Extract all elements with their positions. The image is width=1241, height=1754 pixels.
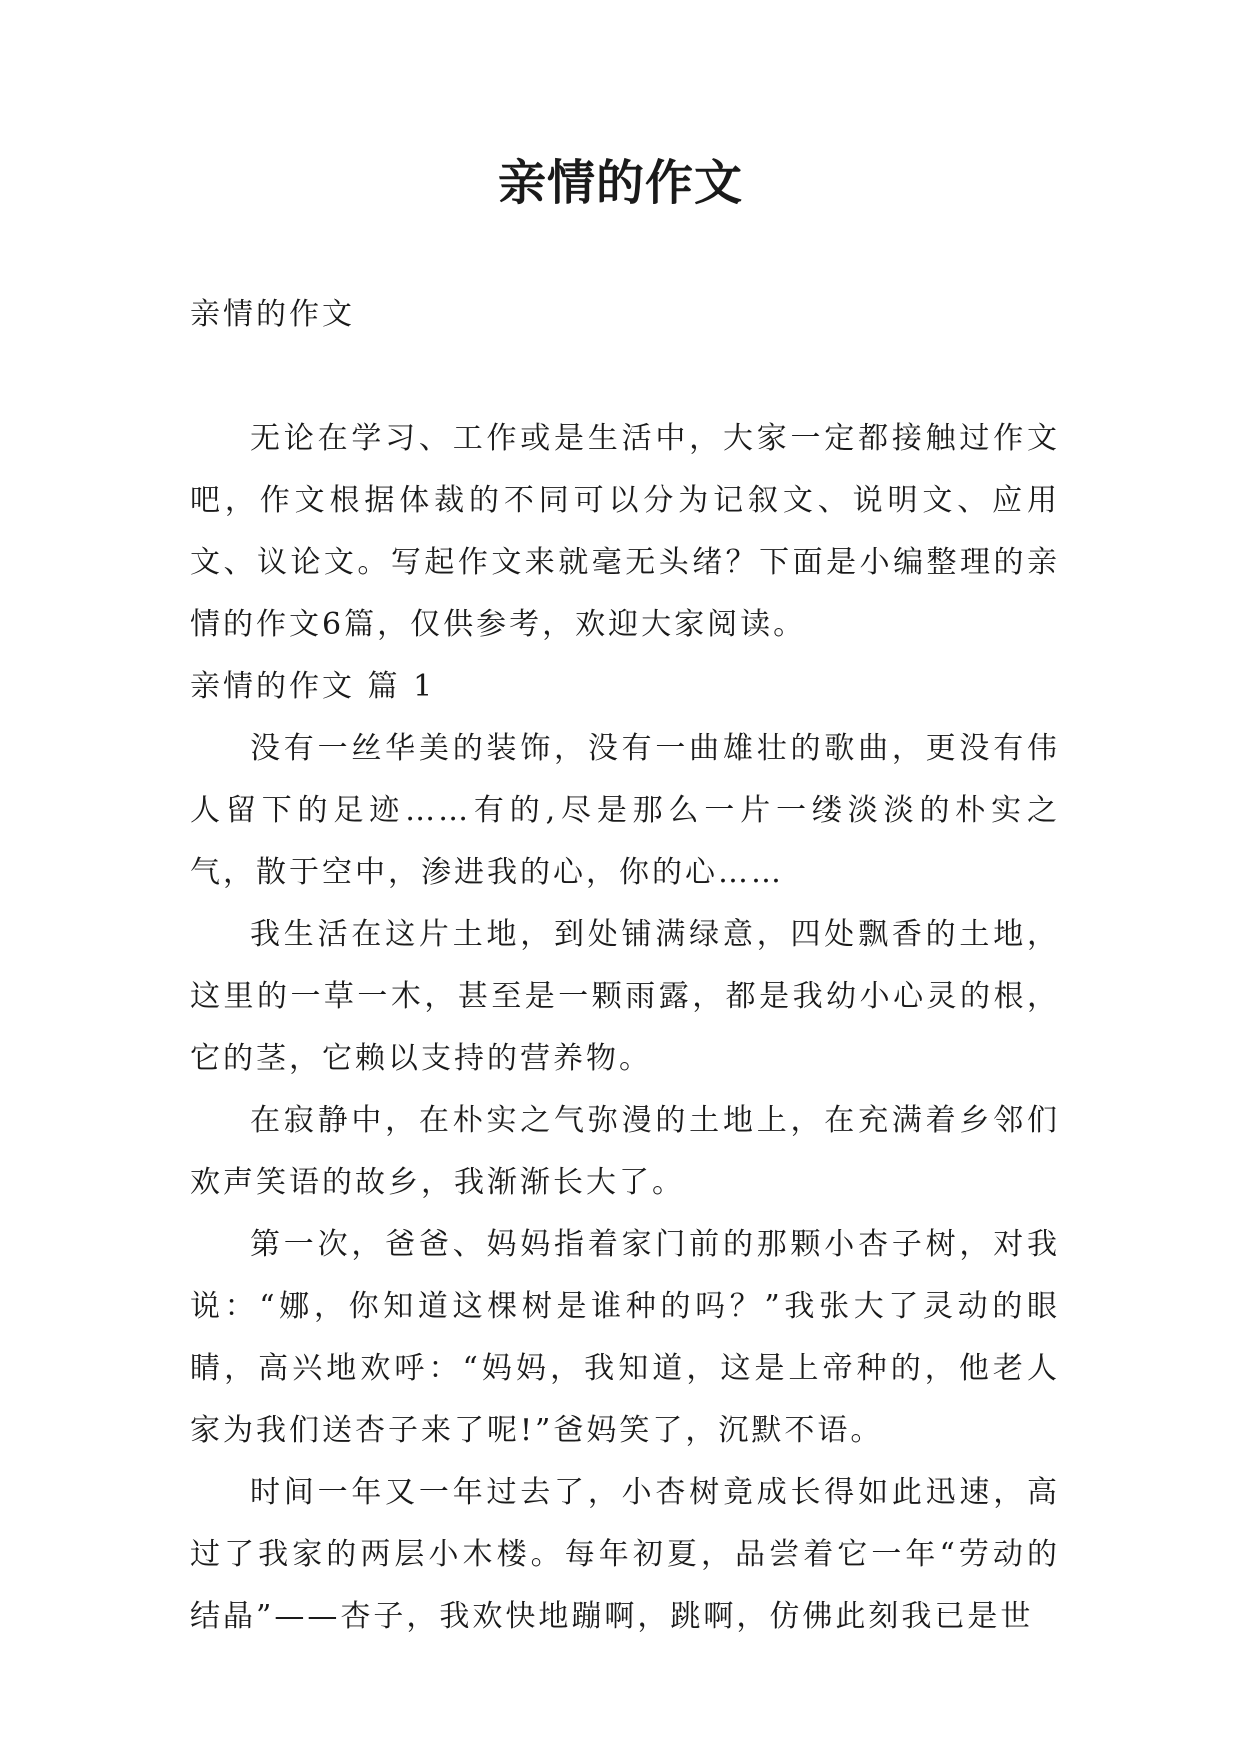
document-subtitle: 亲情的作文 xyxy=(190,297,355,332)
document-title: 亲情的作文 xyxy=(497,155,743,211)
body-paragraph-5: 时间一年又一年过去了，小杏树竟成长得如此迅速，高过了我家的两层小木楼。每年初夏，品尝着它一年“劳动的结晶”——杏子，我欢快地蹦啊，跳啊，仿佛此刻我已是世 xyxy=(190,1475,1060,1634)
body-paragraph-2: 我生活在这片土地，到处铺满绿意，四处飘香的土地，这里的一草一木，甚至是一颗雨露，都是我幼小心灵的根，它的茎，它赖以支持的营养物。 xyxy=(190,917,1060,1076)
section-heading: 亲情的作文 篇 1 xyxy=(190,669,436,704)
body-paragraph-3: 在寂静中，在朴实之气弥漫的土地上，在充满着乡邻们欢声笑语的故乡，我渐渐长大了。 xyxy=(190,1103,1060,1200)
intro-paragraph: 无论在学习、工作或是生活中，大家一定都接触过作文吧，作文根据体裁的不同可以分为记叙文、说明文、应用文、议论文。写起作文来就毫无头绪？下面是小编整理的亲情的作文6篇，仅供参考，欢迎大家阅读。 xyxy=(190,421,1060,642)
document-body xyxy=(190,284,1060,1648)
body-paragraph-4: 第一次，爸爸、妈妈指着家门前的那颗小杏子树，对我说：“娜，你知道这棵树是谁种的吗？”我张大了灵动的眼睛，高兴地欢呼：“妈妈，我知道，这是上帝种的，他老人家为我们送杏子来了呢!”爸妈笑了，沉默不语。 xyxy=(190,1227,1060,1448)
body-paragraph-1: 没有一丝华美的装饰，没有一曲雄壮的歌曲，更没有伟人留下的足迹……有的,尽是那么一片一缕淡淡的朴实之气，散于空中，渗进我的心，你的心…… xyxy=(190,731,1060,890)
